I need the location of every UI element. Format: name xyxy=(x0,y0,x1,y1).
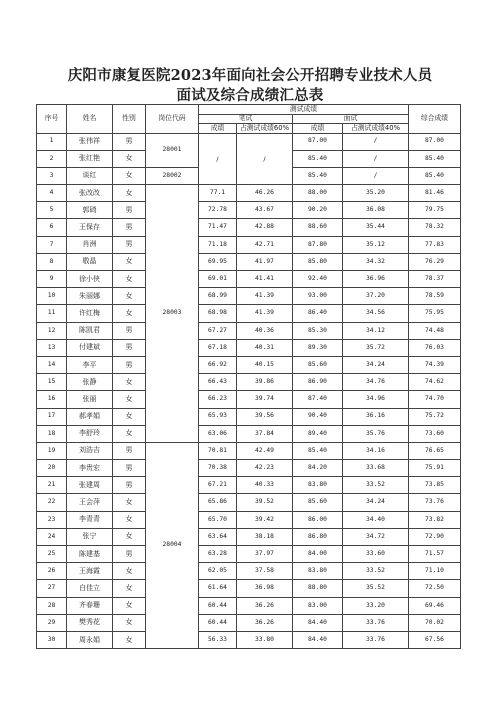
cell-gender: 男 xyxy=(113,133,146,150)
cell-gender: 男 xyxy=(113,460,146,477)
cell-total: 71.10 xyxy=(409,563,461,580)
cell-written-score: 66.23 xyxy=(199,391,237,408)
cell-interview-score: 89.30 xyxy=(293,339,343,356)
table-row xyxy=(37,271,461,288)
cell-interview-score: 89.40 xyxy=(293,425,343,442)
cell-written-score: 62.05 xyxy=(199,563,237,580)
cell-total: 67.56 xyxy=(409,631,461,648)
cell-name: 张伟祥 xyxy=(67,133,113,150)
cell-gender: 女 xyxy=(113,374,146,391)
cell-written-score: 68.98 xyxy=(199,305,237,322)
cell-written-60: 41.39 xyxy=(237,305,293,322)
cell-interview-40: 37.20 xyxy=(343,288,409,305)
cell-written-60: 42.49 xyxy=(237,442,293,459)
cell-gender: 女 xyxy=(113,391,146,408)
cell-interview-score: 85.30 xyxy=(293,322,343,339)
header-total: 综合成绩 xyxy=(409,105,461,134)
cell-seq: 27 xyxy=(37,580,67,597)
cell-written-60: 43.67 xyxy=(237,202,293,219)
cell-written-score: 70.81 xyxy=(199,442,237,459)
cell-name: 朱丽娜 xyxy=(67,288,113,305)
cell-written-60: 40.33 xyxy=(237,477,293,494)
cell-interview-40: / xyxy=(343,150,409,167)
cell-interview-40: 35.72 xyxy=(343,339,409,356)
cell-interview-40: 34.32 xyxy=(343,253,409,270)
cell-interview-40: 35.76 xyxy=(343,425,409,442)
cell-interview-40: 33.20 xyxy=(343,597,409,614)
cell-name: 白佳立 xyxy=(67,580,113,597)
cell-interview-score: 86.90 xyxy=(293,374,343,391)
cell-gender: 女 xyxy=(113,167,146,184)
cell-seq: 1 xyxy=(37,133,67,150)
cell-interview-40: 35.52 xyxy=(343,580,409,597)
cell-gender: 男 xyxy=(113,442,146,459)
cell-interview-40: 36.08 xyxy=(343,202,409,219)
cell-seq: 5 xyxy=(37,202,67,219)
cell-total: 76.29 xyxy=(409,253,461,270)
cell-interview-40: 34.16 xyxy=(343,442,409,459)
cell-name: 陈凯君 xyxy=(67,322,113,339)
cell-written-score: 69.01 xyxy=(199,271,237,288)
cell-interview-40: 36.16 xyxy=(343,408,409,425)
cell-written-score: 63.06 xyxy=(199,425,237,442)
table-row xyxy=(37,511,461,528)
cell-total: 75.91 xyxy=(409,460,461,477)
cell-written-60: 40.36 xyxy=(237,322,293,339)
cell-interview-score: 84.20 xyxy=(293,460,343,477)
table-row xyxy=(37,528,461,545)
cell-written-60: 39.42 xyxy=(237,511,293,528)
cell-written-60: 37.58 xyxy=(237,563,293,580)
cell-seq: 12 xyxy=(37,322,67,339)
table-row xyxy=(37,477,461,494)
cell-post-code: 28002 xyxy=(146,167,199,184)
cell-gender: 女 xyxy=(113,288,146,305)
cell-interview-score: 85.80 xyxy=(293,253,343,270)
table-row xyxy=(37,253,461,270)
cell-interview-score: 86.40 xyxy=(293,305,343,322)
cell-written-60: 36.26 xyxy=(237,614,293,631)
cell-total: 85.40 xyxy=(409,150,461,167)
cell-interview-score: 85.40 xyxy=(293,442,343,459)
cell-seq: 18 xyxy=(37,425,67,442)
cell-seq: 15 xyxy=(37,374,67,391)
cell-seq: 7 xyxy=(37,236,67,253)
cell-name: 李青青 xyxy=(67,511,113,528)
cell-total: 71.57 xyxy=(409,546,461,563)
cell-seq: 26 xyxy=(37,563,67,580)
cell-name: 张静 xyxy=(67,374,113,391)
cell-interview-40: / xyxy=(343,133,409,150)
page-title: 庆阳市康复医院2023年面向社会公开招聘专业技术人员 xyxy=(67,67,433,84)
cell-total: 73.60 xyxy=(409,425,461,442)
cell-seq: 16 xyxy=(37,391,67,408)
cell-interview-40: 34.12 xyxy=(343,322,409,339)
cell-written-score: 65.70 xyxy=(199,511,237,528)
cell-written-60: 42.71 xyxy=(237,236,293,253)
cell-total: 87.00 xyxy=(409,133,461,150)
cell-seq: 10 xyxy=(37,288,67,305)
cell-interview-score: 83.80 xyxy=(293,477,343,494)
cell-gender: 男 xyxy=(113,322,146,339)
cell-gender: 男 xyxy=(113,477,146,494)
cell-total: 69.46 xyxy=(409,597,461,614)
cell-name: 付建斌 xyxy=(67,339,113,356)
cell-written-60: 37.97 xyxy=(237,546,293,563)
cell-written-60: 41.97 xyxy=(237,253,293,270)
cell-gender: 女 xyxy=(113,563,146,580)
cell-gender: 男 xyxy=(113,339,146,356)
table-row xyxy=(37,460,461,477)
cell-written-60: 41.41 xyxy=(237,271,293,288)
cell-gender: 女 xyxy=(113,511,146,528)
cell-gender: 女 xyxy=(113,494,146,511)
header-row-1 xyxy=(37,105,461,115)
cell-seq: 22 xyxy=(37,494,67,511)
cell-interview-score: 87.80 xyxy=(293,236,343,253)
cell-gender: 女 xyxy=(113,597,146,614)
cell-written-score: 77.1 xyxy=(199,185,237,202)
cell-seq: 19 xyxy=(37,442,67,459)
cell-written-60: 42.88 xyxy=(237,219,293,236)
header-written-60: 占测试成绩60% xyxy=(237,124,293,134)
cell-post-code: 28004 xyxy=(146,442,199,648)
cell-seq: 20 xyxy=(37,460,67,477)
score-table xyxy=(36,104,461,649)
cell-written-score: 63.64 xyxy=(199,528,237,545)
table-row xyxy=(37,546,461,563)
cell-seq: 21 xyxy=(37,477,67,494)
cell-gender: 男 xyxy=(113,202,146,219)
cell-interview-score: 88.60 xyxy=(293,219,343,236)
cell-written-60-slash: / xyxy=(237,133,293,185)
table-row xyxy=(37,408,461,425)
cell-gender: 男 xyxy=(113,236,146,253)
cell-written-60: 37.84 xyxy=(237,425,293,442)
cell-written-score-slash: / xyxy=(199,133,237,185)
cell-total: 73.76 xyxy=(409,494,461,511)
cell-interview-score: 84.00 xyxy=(293,546,343,563)
cell-interview-40: 33.52 xyxy=(343,563,409,580)
cell-total: 75.72 xyxy=(409,408,461,425)
table-row xyxy=(37,339,461,356)
cell-written-60: 39.56 xyxy=(237,408,293,425)
cell-gender: 女 xyxy=(113,614,146,631)
cell-gender: 女 xyxy=(113,580,146,597)
cell-seq: 9 xyxy=(37,271,67,288)
cell-written-score: 61.64 xyxy=(199,580,237,597)
table-row xyxy=(37,185,461,202)
cell-total: 78.32 xyxy=(409,219,461,236)
cell-name: 王保存 xyxy=(67,219,113,236)
cell-written-score: 67.27 xyxy=(199,322,237,339)
cell-interview-score: 93.00 xyxy=(293,288,343,305)
cell-seq: 2 xyxy=(37,150,67,167)
cell-written-score: 65.93 xyxy=(199,408,237,425)
cell-written-score: 68.99 xyxy=(199,288,237,305)
cell-interview-score: 90.20 xyxy=(293,202,343,219)
cell-gender: 男 xyxy=(113,356,146,373)
cell-seq: 4 xyxy=(37,185,67,202)
table-row xyxy=(37,202,461,219)
cell-written-score: 67.21 xyxy=(199,477,237,494)
cell-interview-score: 85.60 xyxy=(293,494,343,511)
cell-name: 郝孝娟 xyxy=(67,408,113,425)
cell-written-60: 36.98 xyxy=(237,580,293,597)
cell-interview-score: 85.40 xyxy=(293,150,343,167)
cell-gender: 女 xyxy=(113,631,146,648)
table-row xyxy=(37,580,461,597)
cell-interview-40: 33.68 xyxy=(343,460,409,477)
cell-name: 敬晶 xyxy=(67,253,113,270)
table-row xyxy=(37,236,461,253)
cell-name: 樊秀花 xyxy=(67,614,113,631)
header-written: 笔试 xyxy=(199,114,293,124)
cell-name: 李贵宏 xyxy=(67,460,113,477)
header-interview: 面试 xyxy=(293,114,409,124)
cell-total: 76.03 xyxy=(409,339,461,356)
cell-written-score: 66.43 xyxy=(199,374,237,391)
cell-interview-40: 34.40 xyxy=(343,511,409,528)
table-row xyxy=(37,374,461,391)
cell-written-60: 42.23 xyxy=(237,460,293,477)
cell-written-score: 71.18 xyxy=(199,236,237,253)
cell-gender: 女 xyxy=(113,271,146,288)
cell-name: 张红艳 xyxy=(67,150,113,167)
cell-interview-score: 90.40 xyxy=(293,408,343,425)
cell-post-code: 28003 xyxy=(146,185,199,443)
cell-interview-score: 85.60 xyxy=(293,356,343,373)
cell-interview-40: 35.44 xyxy=(343,219,409,236)
cell-total: 78.59 xyxy=(409,288,461,305)
cell-gender: 女 xyxy=(113,185,146,202)
header-seq: 序号 xyxy=(37,105,67,134)
cell-written-60: 39.52 xyxy=(237,494,293,511)
cell-interview-40: 34.96 xyxy=(343,391,409,408)
cell-written-score: 60.44 xyxy=(199,614,237,631)
cell-interview-score: 86.80 xyxy=(293,528,343,545)
cell-interview-40: 33.76 xyxy=(343,631,409,648)
cell-name: 齐春珊 xyxy=(67,597,113,614)
cell-total: 77.83 xyxy=(409,236,461,253)
table-row xyxy=(37,442,461,459)
cell-gender: 男 xyxy=(113,546,146,563)
cell-written-score: 66.92 xyxy=(199,356,237,373)
cell-total: 73.85 xyxy=(409,477,461,494)
cell-interview-score: 83.80 xyxy=(293,563,343,580)
header-name: 姓名 xyxy=(67,105,113,134)
cell-gender: 女 xyxy=(113,408,146,425)
cell-interview-40: 34.56 xyxy=(343,305,409,322)
cell-gender: 女 xyxy=(113,425,146,442)
table-row xyxy=(37,425,461,442)
table-row xyxy=(37,614,461,631)
cell-total: 79.75 xyxy=(409,202,461,219)
cell-name: 陈建基 xyxy=(67,546,113,563)
cell-interview-score: 87.00 xyxy=(293,133,343,150)
cell-total: 72.50 xyxy=(409,580,461,597)
cell-seq: 29 xyxy=(37,614,67,631)
cell-seq: 13 xyxy=(37,339,67,356)
cell-seq: 8 xyxy=(37,253,67,270)
table-row xyxy=(37,391,461,408)
cell-written-score: 65.86 xyxy=(199,494,237,511)
cell-total: 78.37 xyxy=(409,271,461,288)
cell-written-score: 56.33 xyxy=(199,631,237,648)
table-row xyxy=(37,219,461,236)
cell-name: 张宁 xyxy=(67,528,113,545)
cell-interview-40: 36.96 xyxy=(343,271,409,288)
cell-written-60: 41.39 xyxy=(237,288,293,305)
cell-total: 75.95 xyxy=(409,305,461,322)
cell-name: 李平 xyxy=(67,356,113,373)
cell-written-60: 38.18 xyxy=(237,528,293,545)
cell-written-score: 71.47 xyxy=(199,219,237,236)
cell-total: 85.40 xyxy=(409,167,461,184)
cell-seq: 17 xyxy=(37,408,67,425)
cell-seq: 24 xyxy=(37,528,67,545)
table-row xyxy=(37,356,461,373)
cell-seq: 23 xyxy=(37,511,67,528)
header-interview-40: 占测试成绩40% xyxy=(343,124,409,134)
cell-written-score: 69.95 xyxy=(199,253,237,270)
cell-seq: 11 xyxy=(37,305,67,322)
cell-interview-score: 85.40 xyxy=(293,167,343,184)
cell-total: 76.65 xyxy=(409,442,461,459)
cell-total: 74.39 xyxy=(409,356,461,373)
cell-total: 73.82 xyxy=(409,511,461,528)
table-row xyxy=(37,563,461,580)
cell-written-score: 70.38 xyxy=(199,460,237,477)
cell-interview-40: / xyxy=(343,167,409,184)
cell-written-60: 40.31 xyxy=(237,339,293,356)
cell-written-60: 36.26 xyxy=(237,597,293,614)
cell-name: 张改改 xyxy=(67,185,113,202)
page-subtitle: 面试及综合成绩汇总表 xyxy=(176,87,324,104)
cell-interview-score: 92.40 xyxy=(293,271,343,288)
cell-total: 81.46 xyxy=(409,185,461,202)
cell-interview-40: 34.76 xyxy=(343,374,409,391)
cell-seq: 14 xyxy=(37,356,67,373)
cell-interview-40: 33.76 xyxy=(343,614,409,631)
table-row xyxy=(37,597,461,614)
table-row xyxy=(37,494,461,511)
cell-interview-score: 88.00 xyxy=(293,185,343,202)
cell-written-60: 46.26 xyxy=(237,185,293,202)
cell-gender: 女 xyxy=(113,150,146,167)
cell-total: 74.48 xyxy=(409,322,461,339)
cell-name: 张建周 xyxy=(67,477,113,494)
header-interview-score: 成绩 xyxy=(293,124,343,134)
cell-interview-40: 35.12 xyxy=(343,236,409,253)
cell-total: 74.70 xyxy=(409,391,461,408)
cell-interview-score: 86.00 xyxy=(293,511,343,528)
cell-name: 徐小侠 xyxy=(67,271,113,288)
cell-seq: 3 xyxy=(37,167,67,184)
cell-name: 李舒玲 xyxy=(67,425,113,442)
table-row xyxy=(37,288,461,305)
cell-post-code: 28001 xyxy=(146,133,199,167)
cell-interview-score: 88.80 xyxy=(293,580,343,597)
table-row xyxy=(37,305,461,322)
cell-seq: 30 xyxy=(37,631,67,648)
cell-written-score: 67.18 xyxy=(199,339,237,356)
cell-name: 王会萍 xyxy=(67,494,113,511)
table-row xyxy=(37,322,461,339)
cell-name: 肖洲 xyxy=(67,236,113,253)
cell-seq: 25 xyxy=(37,546,67,563)
cell-interview-score: 84.40 xyxy=(293,614,343,631)
cell-written-60: 39.74 xyxy=(237,391,293,408)
cell-gender: 男 xyxy=(113,219,146,236)
cell-interview-40: 33.60 xyxy=(343,546,409,563)
cell-interview-score: 83.00 xyxy=(293,597,343,614)
cell-interview-score: 84.40 xyxy=(293,631,343,648)
cell-interview-40: 34.24 xyxy=(343,494,409,511)
cell-gender: 女 xyxy=(113,305,146,322)
cell-interview-40: 34.72 xyxy=(343,528,409,545)
header-gender: 性别 xyxy=(113,105,146,134)
cell-total: 74.62 xyxy=(409,374,461,391)
cell-interview-40: 34.24 xyxy=(343,356,409,373)
header-post-code: 岗位代码 xyxy=(146,105,199,134)
cell-name: 刘浩吉 xyxy=(67,442,113,459)
header-test-score: 测试成绩 xyxy=(199,105,409,115)
cell-written-60: 39.86 xyxy=(237,374,293,391)
cell-seq: 28 xyxy=(37,597,67,614)
table-row xyxy=(37,631,461,648)
cell-name: 周永娟 xyxy=(67,631,113,648)
cell-gender: 女 xyxy=(113,528,146,545)
cell-name: 张丽 xyxy=(67,391,113,408)
cell-written-score: 63.28 xyxy=(199,546,237,563)
cell-gender: 女 xyxy=(113,253,146,270)
cell-interview-40: 33.52 xyxy=(343,477,409,494)
cell-written-60: 33.80 xyxy=(237,631,293,648)
cell-interview-score: 87.40 xyxy=(293,391,343,408)
cell-seq: 6 xyxy=(37,219,67,236)
table-row xyxy=(37,133,461,150)
cell-total: 72.90 xyxy=(409,528,461,545)
cell-written-score: 60.44 xyxy=(199,597,237,614)
header-written-score: 成绩 xyxy=(199,124,237,134)
cell-name: 郭碕 xyxy=(67,202,113,219)
cell-name: 王海霞 xyxy=(67,563,113,580)
cell-name: 谈红 xyxy=(67,167,113,184)
cell-total: 70.02 xyxy=(409,614,461,631)
cell-name: 许红梅 xyxy=(67,305,113,322)
cell-written-score: 72.78 xyxy=(199,202,237,219)
cell-written-60: 40.15 xyxy=(237,356,293,373)
cell-interview-40: 35.20 xyxy=(343,185,409,202)
